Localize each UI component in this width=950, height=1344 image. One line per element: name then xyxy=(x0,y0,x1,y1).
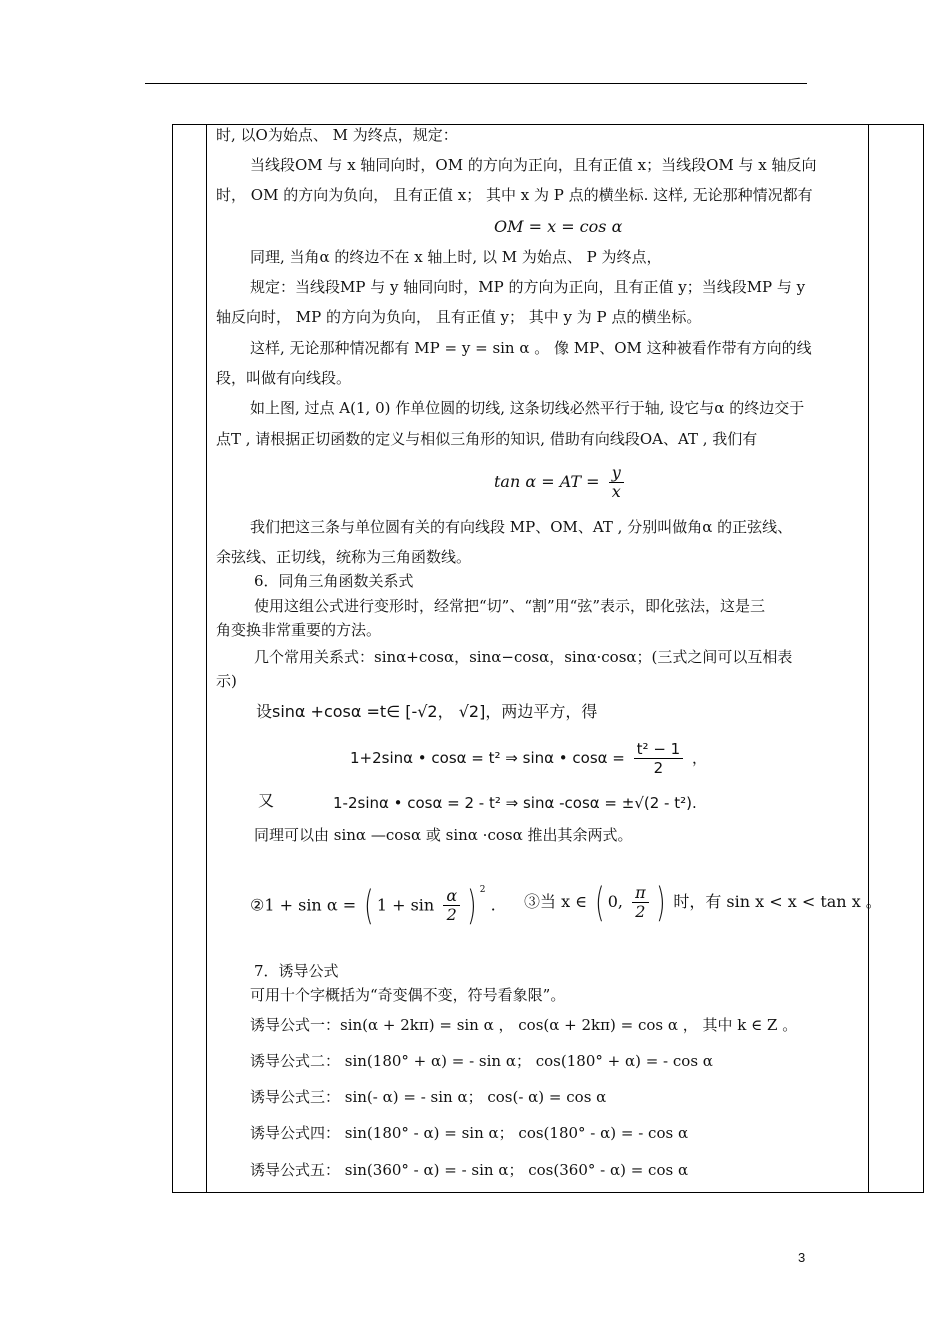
text-line: 同理可以由 sinα —cosα 或 sinα ·cosα 推出其余两式。 xyxy=(254,826,633,844)
right-paren: ) xyxy=(655,879,666,926)
equation-tan xyxy=(494,462,628,502)
text-line: 我们把这三条与单位圆有关的有向线段 MP、OM、AT , 分别叫做角α 的正弦线、 xyxy=(250,518,793,536)
text-line: 同理, 当角α 的终边不在 x 轴上时, 以 M 为始点、 P 为终点， xyxy=(250,248,662,266)
equation: 1-2sinα • cosα = 2 - t² ⇒ sinα -cosα = ±√(2 - t²). xyxy=(333,794,697,812)
text-line: 设sinα +cosα =t∈ [-√2， √2]，两边平方，得 xyxy=(256,702,598,721)
equation-text: . xyxy=(490,895,496,915)
table-column-divider xyxy=(868,125,869,1192)
exponent: 2 xyxy=(479,885,486,895)
formula-line: 诱导公式三： sin(- α) = - sin α； cos(- α) = cos α xyxy=(250,1088,607,1106)
text-line: 当线段OM 与 x 轴同向时，OM 的方向为正向，且有正值 x；当线段OM 与 x 轴反向 xyxy=(250,156,817,174)
equation: OM = x = cos α xyxy=(494,217,623,236)
text-line: 时, 以O为始点、 M 为终点，规定： xyxy=(216,126,458,144)
text-line: 轴反向时， MP 的方向为负向， 且有正值 y； 其中 y 为 P 点的横坐标。 xyxy=(216,308,702,326)
equation-text: ②1 + sin α = xyxy=(250,895,357,915)
fraction-numerator: π xyxy=(632,884,649,903)
fraction-denominator: 2 xyxy=(446,905,457,925)
fraction-denominator: 2 xyxy=(635,902,646,921)
page-number: 3 xyxy=(798,1250,806,1265)
fraction xyxy=(609,464,624,501)
fraction-denominator: x xyxy=(611,482,621,501)
section-heading: 7．诱导公式 xyxy=(254,962,339,980)
equation-text: 1+2sinα • cosα = t² ⇒ sinα • cosα = xyxy=(350,749,625,767)
equation xyxy=(350,734,707,782)
equation xyxy=(250,878,496,929)
equation-text: ③当 x ∈ xyxy=(524,892,588,911)
text-line: 规定：当线段MP 与 y 轴同向时，MP 的方向为正向，且有正值 y；当线段MP 与 y xyxy=(250,278,806,296)
text-line: 这样, 无论那种情况都有 MP = y = sin α 。 像 MP、OM 这种被看作带有方向的线 xyxy=(250,339,812,357)
fraction xyxy=(443,887,460,924)
formula-line: 诱导公式五： sin(360° - α) = - sin α； cos(360° - α) = cos α xyxy=(250,1161,689,1179)
equation-text: 时，有 sin x < x < tan x 。 xyxy=(673,892,882,911)
section-heading: 6．同角三角函数关系式 xyxy=(254,572,414,590)
equation-text: 1 + sin xyxy=(376,895,435,915)
text-line: 可用十个字概括为“奇变偶不变，符号看象限”。 xyxy=(250,986,566,1004)
fraction-numerator: y xyxy=(609,464,624,483)
text-line: 如上图, 过点 A(1, 0) 作单位圆的切线, 这条切线必然平行于轴, 设它与α 的终边交于 xyxy=(250,399,805,417)
table-column-divider xyxy=(206,125,207,1192)
text-line: 段，叫做有向线段。 xyxy=(216,369,352,387)
left-paren: ( xyxy=(364,882,374,929)
fraction xyxy=(634,740,684,777)
right-paren: ) xyxy=(467,882,477,929)
fraction-denominator: 2 xyxy=(653,759,664,777)
left-paren: ( xyxy=(595,879,605,926)
header-rule xyxy=(145,83,807,84)
text-line: 角变换非常重要的方法。 xyxy=(216,621,382,639)
equation-text: ， xyxy=(691,749,707,767)
fraction-numerator: α xyxy=(443,887,460,906)
text-line: 又 xyxy=(258,791,275,810)
text-line: 几个常用关系式：sinα+cosα，sinα−cosα，sinα·cosα；(三式之间可以互相表 xyxy=(254,648,793,666)
text-line: 时， OM 的方向为负向， 且有正值 x； 其中 x 为 P 点的横坐标. 这样, 无论那种情况都有 xyxy=(216,186,813,204)
formula-line: 诱导公式二： sin(180° + α) = - sin α； cos(180° + α) = - cos α xyxy=(250,1052,713,1070)
equation-text: tan α = AT = xyxy=(494,472,600,491)
text-line: 点T , 请根据正切函数的定义与相似三角形的知识, 借助有向线段OA、AT , 我们有 xyxy=(216,430,758,448)
equation-text: 0, xyxy=(607,892,624,911)
text-line: 使用这组公式进行变形时，经常把“切”、“割”用“弦”表示，即化弦法，这是三 xyxy=(254,597,766,615)
fraction-numerator: t² − 1 xyxy=(634,740,684,759)
equation xyxy=(524,878,882,926)
formula-line: 诱导公式一：sin(α + 2kπ) = sin α ， cos(α + 2kπ) = cos α ， 其中 k ∈ Z 。 xyxy=(250,1016,798,1034)
formula-line: 诱导公式四： sin(180° - α) = sin α； cos(180° - α) = - cos α xyxy=(250,1124,689,1142)
fraction xyxy=(632,884,649,921)
text-line: 余弦线、正切线，统称为三角函数线。 xyxy=(216,548,472,566)
text-line: 示) xyxy=(216,672,237,690)
